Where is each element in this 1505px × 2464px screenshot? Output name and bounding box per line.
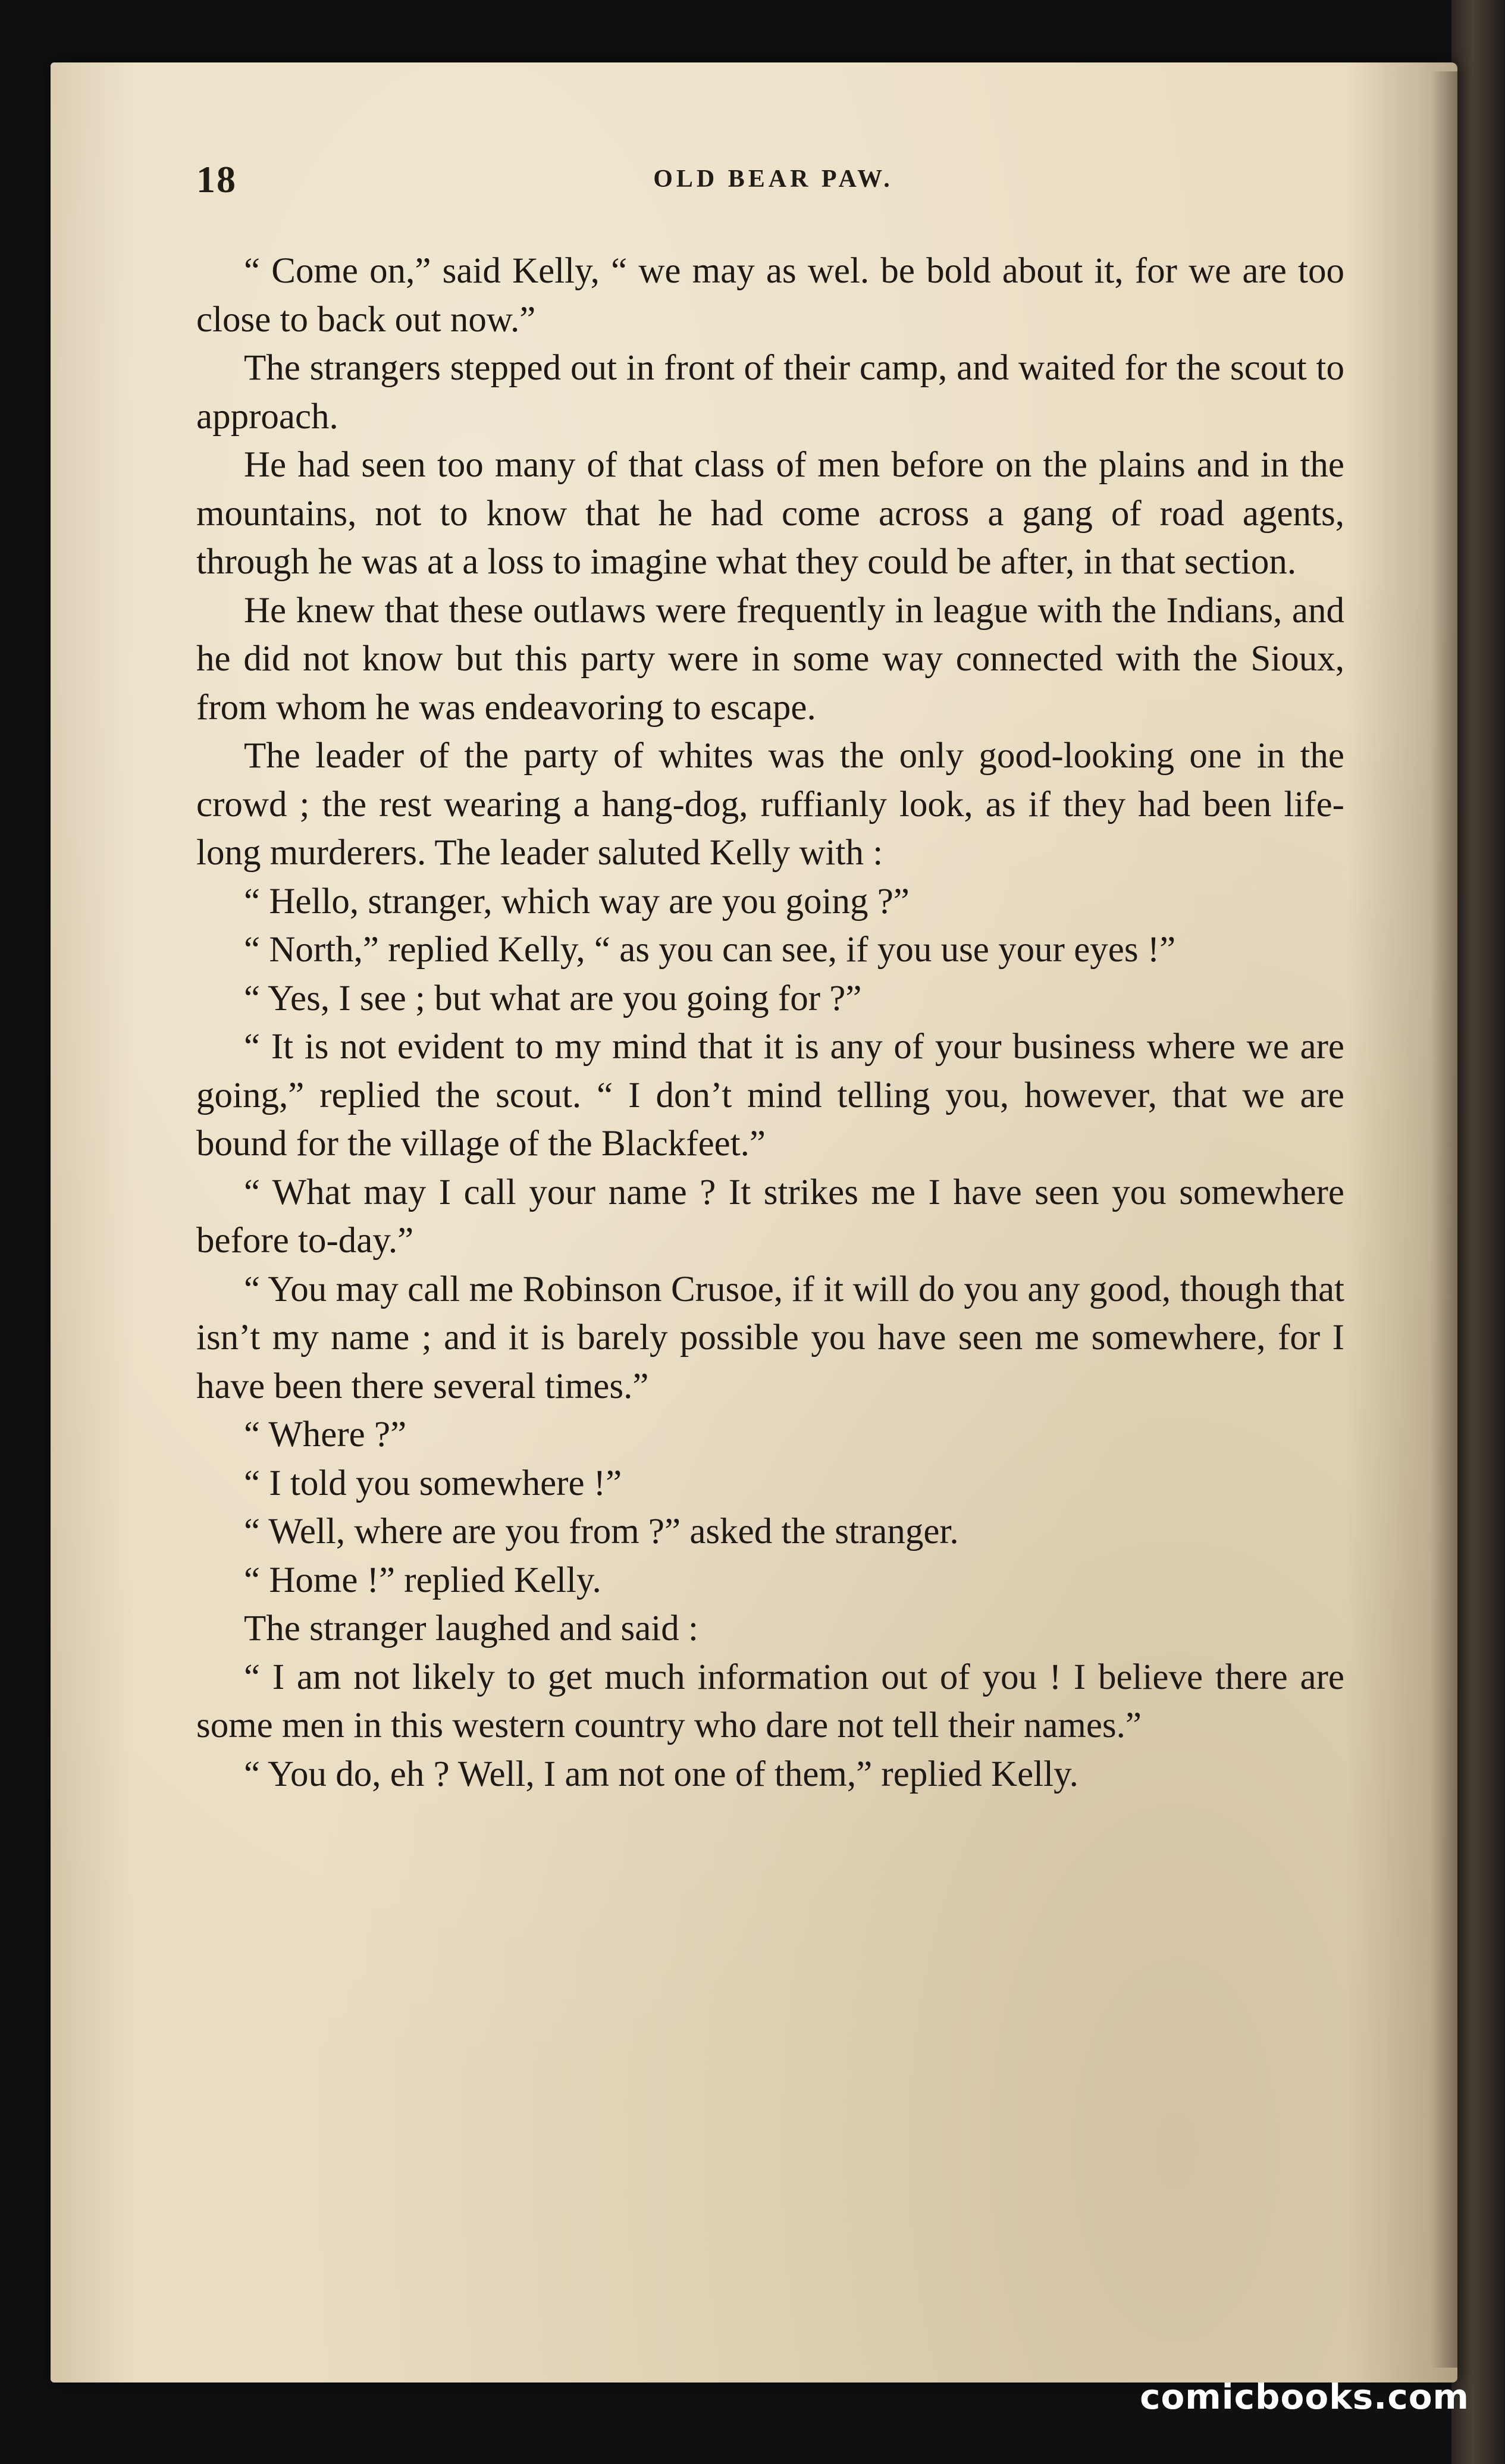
book-spine bbox=[1451, 0, 1505, 2464]
paragraph: “ I am not likely to get much information out of you ! I believe there are some men in this western country who dare not tell their names.” bbox=[196, 1657, 1344, 1745]
paragraph: The stranger laughed and said : bbox=[244, 1609, 698, 1648]
paragraph: “ Home !” replied Kelly. bbox=[244, 1560, 601, 1600]
running-head: OLD BEAR PAW. bbox=[653, 165, 893, 193]
paragraph: “ It is not evident to my mind that it is any of your business where we are going,” replied the scout. “ I don’t mind telling you, however, that we are bound for the village of the Blackfeet.” bbox=[196, 1027, 1344, 1164]
page-number: 18 bbox=[196, 158, 237, 200]
site-watermark: comicbooks.com bbox=[1140, 2377, 1469, 2417]
paragraph: He had seen too many of that class of men before on the plains and in the mountains, not to know that he had come across a gang of road agents, through he was at a loss to imagine what they could be after, in that section. bbox=[196, 445, 1344, 582]
paragraph: “ What may I call your name ? It strikes me I have seen you somewhere before to-day.” bbox=[196, 1172, 1344, 1261]
paragraph: “ I told you somewhere !” bbox=[244, 1463, 622, 1503]
paragraph: The leader of the party of whites was the only good-looking one in the crowd ; the rest wearing a hang-dog, ruffianly look, as if they had been life-long murderers. The leader saluted Kelly with : bbox=[196, 736, 1344, 873]
paragraph: “ Yes, I see ; but what are you going for ?” bbox=[244, 978, 862, 1018]
paragraph: “ You do, eh ? Well, I am not one of them,” replied Kelly. bbox=[244, 1754, 1078, 1794]
paragraph: “ North,” replied Kelly, “ as you can see, if you use your eyes !” bbox=[244, 930, 1176, 970]
paragraph: The strangers stepped out in front of their camp, and waited for the scout to approach. bbox=[196, 348, 1344, 437]
page-header bbox=[196, 158, 1350, 211]
paragraph: “ Come on,” said Kelly, “ we may as wel. be bold about it, for we are too close to back out now.” bbox=[196, 251, 1344, 340]
paragraph: “ Well, where are you from ?” asked the stranger. bbox=[244, 1512, 959, 1551]
page-gutter-shadow bbox=[1431, 71, 1457, 2368]
paragraph: He knew that these outlaws were frequently in league with the Indians, and he did not know but this party were in some way connected with the Sioux, from whom he was endeavoring to escape. bbox=[196, 590, 1344, 728]
page-body bbox=[196, 247, 1344, 1798]
paragraph: “ You may call me Robinson Crusoe, if it will do you any good, though that isn’t my name ; and it is barely possible you have seen me somewhere, for I have been there several times.” bbox=[196, 1269, 1344, 1406]
paragraph: “ Where ?” bbox=[244, 1415, 407, 1454]
paragraph: “ Hello, stranger, which way are you going ?” bbox=[244, 881, 910, 921]
